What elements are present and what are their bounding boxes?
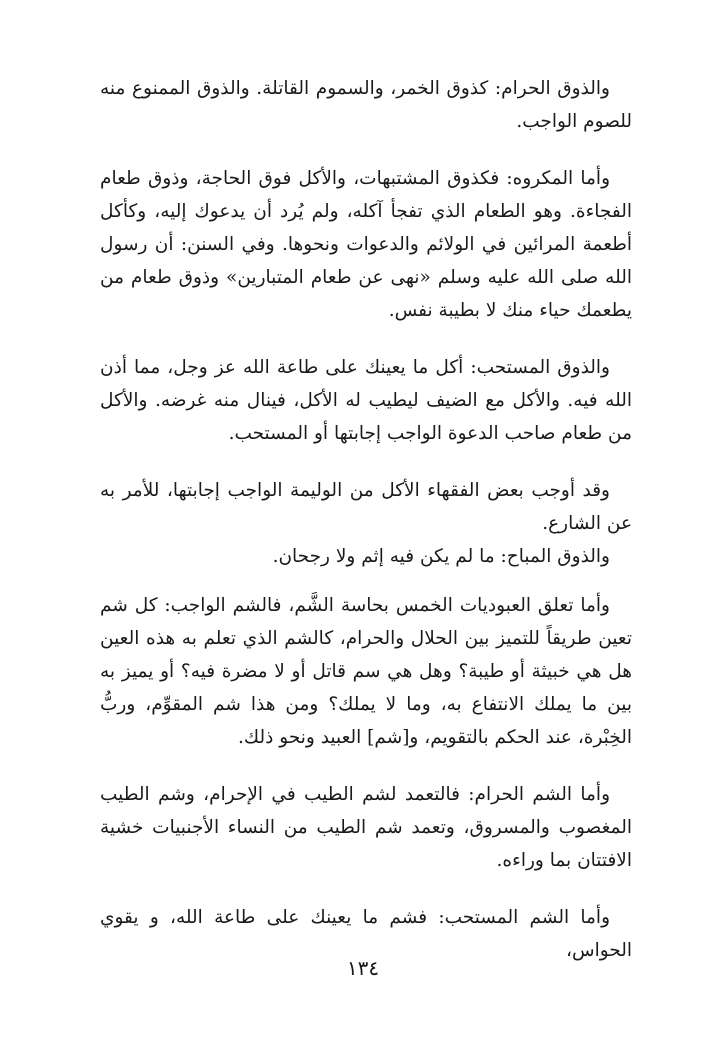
paragraph-forbidden-smelling: وأما الشم الحرام: فالتعمد لشم الطيب في الإحرام، وشم الطيب المغصوب والمسروق، وتعمد شم الطيب من النساء الأجنبيات خشية الافتتان بما وراءه. (100, 784, 632, 871)
page-number: ١٣٤ (346, 956, 380, 980)
paragraph-recommended-tasting: والذوق المستحب: أكل ما يعينك على طاعة الله عز وجل، مما أذن الله فيه. والأكل مع الضيف ليطيب له الأكل، فينال منه غرضه. والأكل من طعام صاحب الدعوة الواجب إجابتها أو المستحب. (100, 357, 632, 444)
paragraph-obligatory-smelling: وأما تعلق العبوديات الخمس بحاسة الشَّم، فالشم الواجب: كل شم تعين طريقاً للتميز بين الحلال والحرام، كالشم الذي تعلم به هذه العين هل هي خبيثة أو طيبة؟ وهل هي سم قاتل أو لا مضرة فيه؟ أو يميز به بين ما يملك الانتفاع به، وما لا يملك؟ ومن هذا شم المقوِّم، وربُّ الخِبْرة، عند الحكم بالتقويم، و[شم] العبيد ونحو ذلك. (100, 595, 632, 748)
paragraph-forbidden-tasting: والذوق الحرام: كذوق الخمر، والسموم القاتلة. والذوق الممنوع منه للصوم الواجب. (100, 78, 632, 132)
paragraph-disliked-tasting: وأما المكروه: فكذوق المشتبهات، والأكل فوق الحاجة، وذوق طعام الفجاءة. وهو الطعام الذي تفجأ آكله، ولم يُرد أن يدعوك إليه، وكأكل أطعمة المرائين في الولائم والدعوات ونحوها. وفي السنن: أن رسول الله صلى الله عليه وسلم «نهى عن طعام المتبارين» وذوق طعام من يطعمك حياء منك لا بطيبة نفس. (100, 168, 632, 321)
page-body (100, 72, 632, 991)
paragraph-recommended-smelling: وأما الشم المستحب: فشم ما يعينك على طاعة الله، و يقوي الحواس، (100, 907, 632, 961)
paragraph-jurists-opinion: وقد أوجب بعض الفقهاء الأكل من الوليمة الواجب إجابتها، للأمر به عن الشارع. (100, 480, 632, 534)
paragraph-permissible-tasting: والذوق المباح: ما لم يكن فيه إثم ولا رجحان. (272, 546, 610, 567)
